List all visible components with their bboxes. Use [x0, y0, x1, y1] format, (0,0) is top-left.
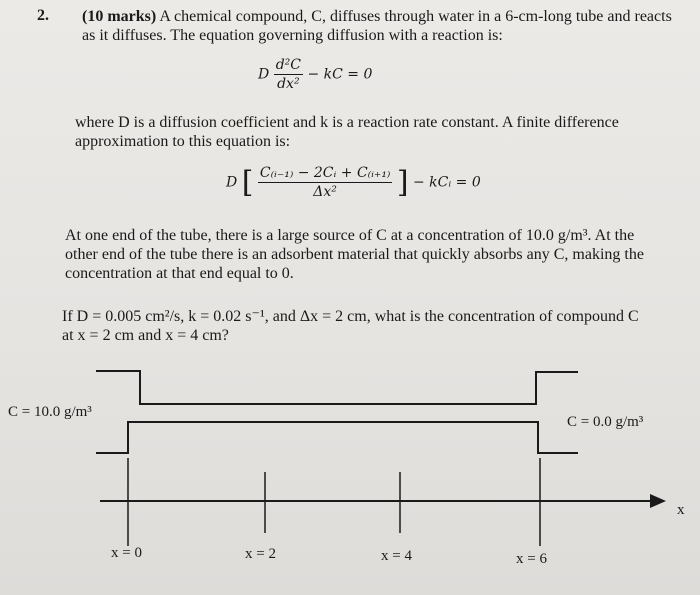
- question-paragraph: If D = 0.005 cm²/s, k = 0.02 s⁻¹, and Δx = 2 cm, what is the concentration of compound C at x = 2 cm and x = 4 cm?: [62, 308, 639, 344]
- left-concentration-label: C = 10.0 g/m³: [8, 404, 92, 420]
- equation2-rest: − kCᵢ = 0: [413, 174, 481, 191]
- tick-label-4: x = 4: [381, 548, 412, 564]
- equation1-denominator: dx²: [277, 76, 300, 92]
- equation1-coef: D: [258, 66, 270, 83]
- tube-top-wall: [96, 371, 578, 404]
- equation1-numerator: d²C: [275, 57, 301, 73]
- axis-x-label: x: [677, 502, 685, 518]
- marks-label: (10 marks): [82, 8, 157, 25]
- tick-label-2: x = 2: [245, 546, 276, 562]
- where-paragraph: where D is a diffusion coefficient and k is a reaction rate constant. A finite difference approximation to this equation is:: [75, 114, 619, 150]
- intro-text: A chemical compound, C, diffuses through water in a 6-cm-long tube and reacts as it diffuses. The equation governing diffusion with a reaction is:: [82, 8, 672, 44]
- question-number: 2.: [37, 7, 49, 24]
- equation2-coef: D: [226, 174, 238, 191]
- equation2-denominator: Δx²: [313, 184, 337, 200]
- equation2-numerator: C₍ᵢ₋₁₎ − 2Cᵢ + C₍ᵢ₊₁₎: [259, 165, 391, 181]
- left-bracket: [: [241, 165, 254, 200]
- arrow-head-icon: [650, 494, 666, 508]
- tube-bottom-wall: [96, 422, 578, 453]
- tick-label-6: x = 6: [516, 551, 547, 567]
- right-concentration-label: C = 0.0 g/m³: [567, 414, 644, 430]
- tick-label-0: x = 0: [111, 545, 142, 561]
- boundary-paragraph: At one end of the tube, there is a large source of C at a concentration of 10.0 g/m³. At the other end of the tube there is an adsorbent material that quickly absorbs any C, making the concentration at that end equal to 0.: [65, 227, 644, 282]
- right-bracket: ]: [396, 165, 409, 200]
- equation1-rest: − kC = 0: [307, 66, 373, 83]
